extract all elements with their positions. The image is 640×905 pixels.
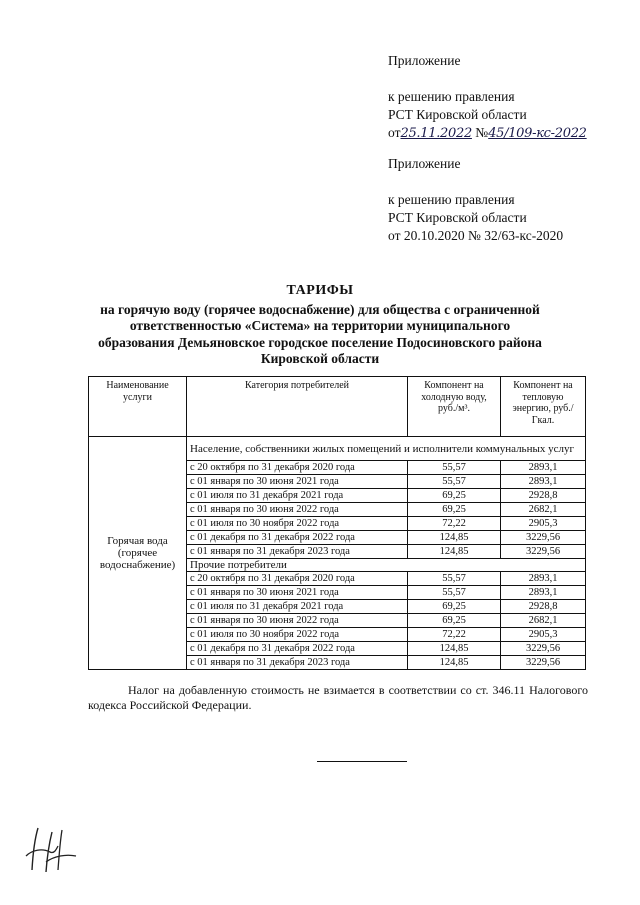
table-body xyxy=(89,437,586,670)
group-row-population xyxy=(89,437,586,461)
heat-cell: 2893,1 xyxy=(501,572,586,586)
cold-cell: 69,25 xyxy=(408,489,501,503)
document-heading xyxy=(80,283,560,368)
period-cell: с 01 декабря по 31 декабря 2022 года xyxy=(187,531,408,545)
tariffs-table xyxy=(88,376,586,670)
period-cell: с 01 июля по 30 ноября 2022 года xyxy=(187,628,408,642)
heat-cell: 3229,56 xyxy=(501,545,586,559)
closing-divider xyxy=(317,761,407,762)
appendix-old-line2: РСТ Кировской области xyxy=(388,210,527,225)
cold-cell: 69,25 xyxy=(408,600,501,614)
cold-cell: 124,85 xyxy=(408,642,501,656)
heat-cell: 3229,56 xyxy=(501,531,586,545)
vat-note: Налог на добавленную стоимость не взимается в соответствии со ст. 346.11 Налогового кодекса Российской Федерации. xyxy=(88,683,588,712)
period-cell: с 01 января по 30 июня 2021 года xyxy=(187,475,408,489)
heat-cell: 2905,3 xyxy=(501,628,586,642)
period-cell: с 01 июля по 31 декабря 2021 года xyxy=(187,600,408,614)
header-category: Категория потребителей xyxy=(187,377,408,437)
period-cell: с 01 января по 30 июня 2021 года xyxy=(187,586,408,600)
period-cell: с 01 января по 30 июня 2022 года xyxy=(187,614,408,628)
period-cell: с 01 июля по 30 ноября 2022 года xyxy=(187,517,408,531)
heat-cell: 3229,56 xyxy=(501,656,586,670)
appendix-new-line2: РСТ Кировской области xyxy=(388,107,527,122)
appendix-new-title: Приложение xyxy=(388,53,461,68)
heading-line2: ответственностью «Система» на территории муниципального xyxy=(129,318,511,333)
heading-title: ТАРИФЫ xyxy=(286,283,354,298)
cold-cell: 55,57 xyxy=(408,475,501,489)
cold-cell: 69,25 xyxy=(408,503,501,517)
heat-cell: 2682,1 xyxy=(501,503,586,517)
heat-cell: 2928,8 xyxy=(501,489,586,503)
group-name: Прочие потребители xyxy=(187,559,586,572)
cold-cell: 69,25 xyxy=(408,614,501,628)
service-name: Горячая вода (горячее водоснабжение) xyxy=(89,437,187,670)
appendix-new-date-line xyxy=(388,124,587,143)
cold-cell: 124,85 xyxy=(408,656,501,670)
header-heat: Компонент на тепловую энергию, руб./Гкал. xyxy=(501,377,586,437)
period-cell: с 20 октября по 31 декабря 2020 года xyxy=(187,572,408,586)
appendix-new xyxy=(388,52,587,143)
header-cold: Компонент на холодную воду, руб./м³. xyxy=(408,377,501,437)
group-name: Население, собственники жилых помещений и исполнители коммунальных услуг xyxy=(187,437,586,461)
period-cell: с 01 января по 30 июня 2022 года xyxy=(187,503,408,517)
period-cell: с 20 октября по 31 декабря 2020 года xyxy=(187,461,408,475)
cold-cell: 124,85 xyxy=(408,531,501,545)
heat-cell: 2893,1 xyxy=(501,475,586,489)
handwritten-date: 25.11.2022 xyxy=(400,126,472,141)
period-cell: с 01 января по 31 декабря 2023 года xyxy=(187,656,408,670)
appendix-old-line1: к решению правления xyxy=(388,192,515,207)
signature-initials-icon xyxy=(24,826,80,876)
table-header-row xyxy=(89,377,586,437)
number-prefix: № xyxy=(475,125,489,140)
cold-cell: 72,22 xyxy=(408,517,501,531)
header-service: Наименование услуги xyxy=(89,377,187,437)
heat-cell: 2893,1 xyxy=(501,461,586,475)
heading-line1: на горячую воду (горячее водоснабжение) для общества с ограниченной xyxy=(100,301,540,317)
heat-cell: 2682,1 xyxy=(501,614,586,628)
cold-cell: 72,22 xyxy=(408,628,501,642)
cold-cell: 55,57 xyxy=(408,586,501,600)
appendix-old-title: Приложение xyxy=(388,156,461,171)
appendix-old xyxy=(388,155,563,245)
cold-cell: 55,57 xyxy=(408,461,501,475)
heading-line3: образования Демьяновское городское поселение Подосиновского района xyxy=(98,334,542,350)
appendix-old-line3: от 20.10.2020 № 32/63-кс-2020 xyxy=(388,228,564,243)
heat-cell: 2905,3 xyxy=(501,517,586,531)
heat-cell: 3229,56 xyxy=(501,642,586,656)
heading-line4: Кировской области xyxy=(260,351,380,366)
date-prefix: от xyxy=(388,125,401,140)
heat-cell: 2893,1 xyxy=(501,586,586,600)
heat-cell: 2928,8 xyxy=(501,600,586,614)
period-cell: с 01 июля по 31 декабря 2021 года xyxy=(187,489,408,503)
cold-cell: 124,85 xyxy=(408,545,501,559)
period-cell: с 01 января по 31 декабря 2023 года xyxy=(187,545,408,559)
appendix-new-line1: к решению правления xyxy=(388,89,515,104)
cold-cell: 55,57 xyxy=(408,572,501,586)
handwritten-number: 45/109-кс-2022 xyxy=(488,126,587,141)
period-cell: с 01 декабря по 31 декабря 2022 года xyxy=(187,642,408,656)
